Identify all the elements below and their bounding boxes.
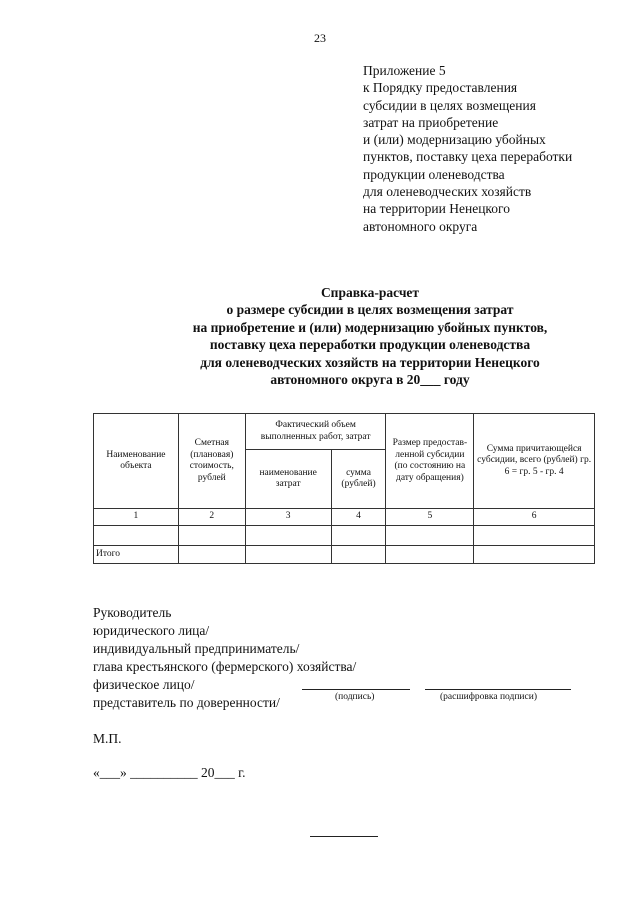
appendix-line: к Порядку предоставления [363, 80, 518, 96]
column-number: 6 [474, 509, 595, 526]
column-number: 2 [178, 509, 245, 526]
appendix-line: продукции оленеводства [363, 166, 505, 182]
signatory-line: представитель по доверенности/ [93, 695, 280, 710]
signature-decode-caption: (расшифровка подписи) [440, 692, 537, 702]
signature-decode-field-line [425, 689, 571, 690]
signatory-line: юридического лица/ [93, 623, 210, 638]
date-line: «___» __________ 20___ г. [93, 765, 246, 780]
page-number: 23 [314, 31, 326, 45]
signatory-line: индивидуальный предприниматель/ [93, 641, 300, 656]
title-line: о размере субсидии в целях возмещения затрат [226, 302, 514, 318]
table-cell [178, 526, 245, 546]
signature-field-line [302, 689, 410, 690]
signatory-line: глава крестьянского (фермерского) хозяйства/ [93, 659, 357, 674]
footer-divider [310, 836, 378, 837]
calculation-table [93, 413, 595, 564]
table-cell [474, 526, 595, 546]
header-object-name: Наименование объекта [94, 414, 179, 509]
column-number: 5 [386, 509, 474, 526]
total-row [94, 546, 595, 564]
appendix-line: пунктов, поставку цеха переработки [363, 149, 573, 165]
header-cost-name: наименование затрат [245, 450, 331, 509]
appendix-heading [363, 62, 572, 235]
signature-caption: (подпись) [335, 692, 375, 702]
column-number: 4 [331, 509, 386, 526]
column-number: 1 [94, 509, 179, 526]
title-line: поставку цеха переработки продукции оленеводства [209, 337, 531, 353]
table-cell [386, 546, 474, 564]
column-number: 3 [245, 509, 331, 526]
header-subsidy-provided: Размер предостав-ленной субсидии (по состоянию на дату обращения) [386, 414, 474, 509]
title-line: автономного округа в 20___ году [270, 372, 470, 388]
title-line: на приобретение и (или) модернизацию убойных пунктов, [192, 319, 548, 335]
appendix-line: субсидии в целях возмещения [363, 97, 536, 113]
stamp-place: М.П. [93, 731, 122, 746]
document-title [150, 284, 590, 388]
appendix-line: на территории Ненецкого [363, 201, 511, 217]
appendix-line: для оленеводческих хозяйств [363, 184, 532, 200]
table-row [94, 526, 595, 546]
header-estimated-cost: Сметная (плановая) стоимость, рублей [178, 414, 245, 509]
appendix-line: Приложение 5 [363, 63, 446, 78]
table-cell [94, 526, 179, 546]
signature-block [93, 604, 356, 712]
signatory-line: физическое лицо/ [93, 677, 195, 692]
table-cell [245, 546, 331, 564]
table-cell [474, 546, 595, 564]
table-cell [386, 526, 474, 546]
header-cost-sum: сумма (рублей) [331, 450, 386, 509]
total-label: Итого [94, 546, 179, 564]
appendix-line: затрат на приобретение [363, 114, 499, 130]
table-cell [178, 546, 245, 564]
table-cell [245, 526, 331, 546]
header-subsidy-due: Сумма причитающейся субсидии, всего (рублей) гр. 6 = гр. 5 - гр. 4 [474, 414, 595, 509]
appendix-line: автономного округа [363, 218, 478, 234]
header-actual-volume: Фактический объем выполненных работ, затрат [245, 414, 386, 450]
signatory-line: Руководитель [93, 605, 172, 620]
title-line: для оленеводческих хозяйств на территории Ненецкого [200, 354, 540, 370]
appendix-line: и (или) модернизацию убойных [363, 132, 546, 148]
table-cell [331, 546, 386, 564]
table-cell [331, 526, 386, 546]
title-line: Справка-расчет [320, 285, 420, 300]
